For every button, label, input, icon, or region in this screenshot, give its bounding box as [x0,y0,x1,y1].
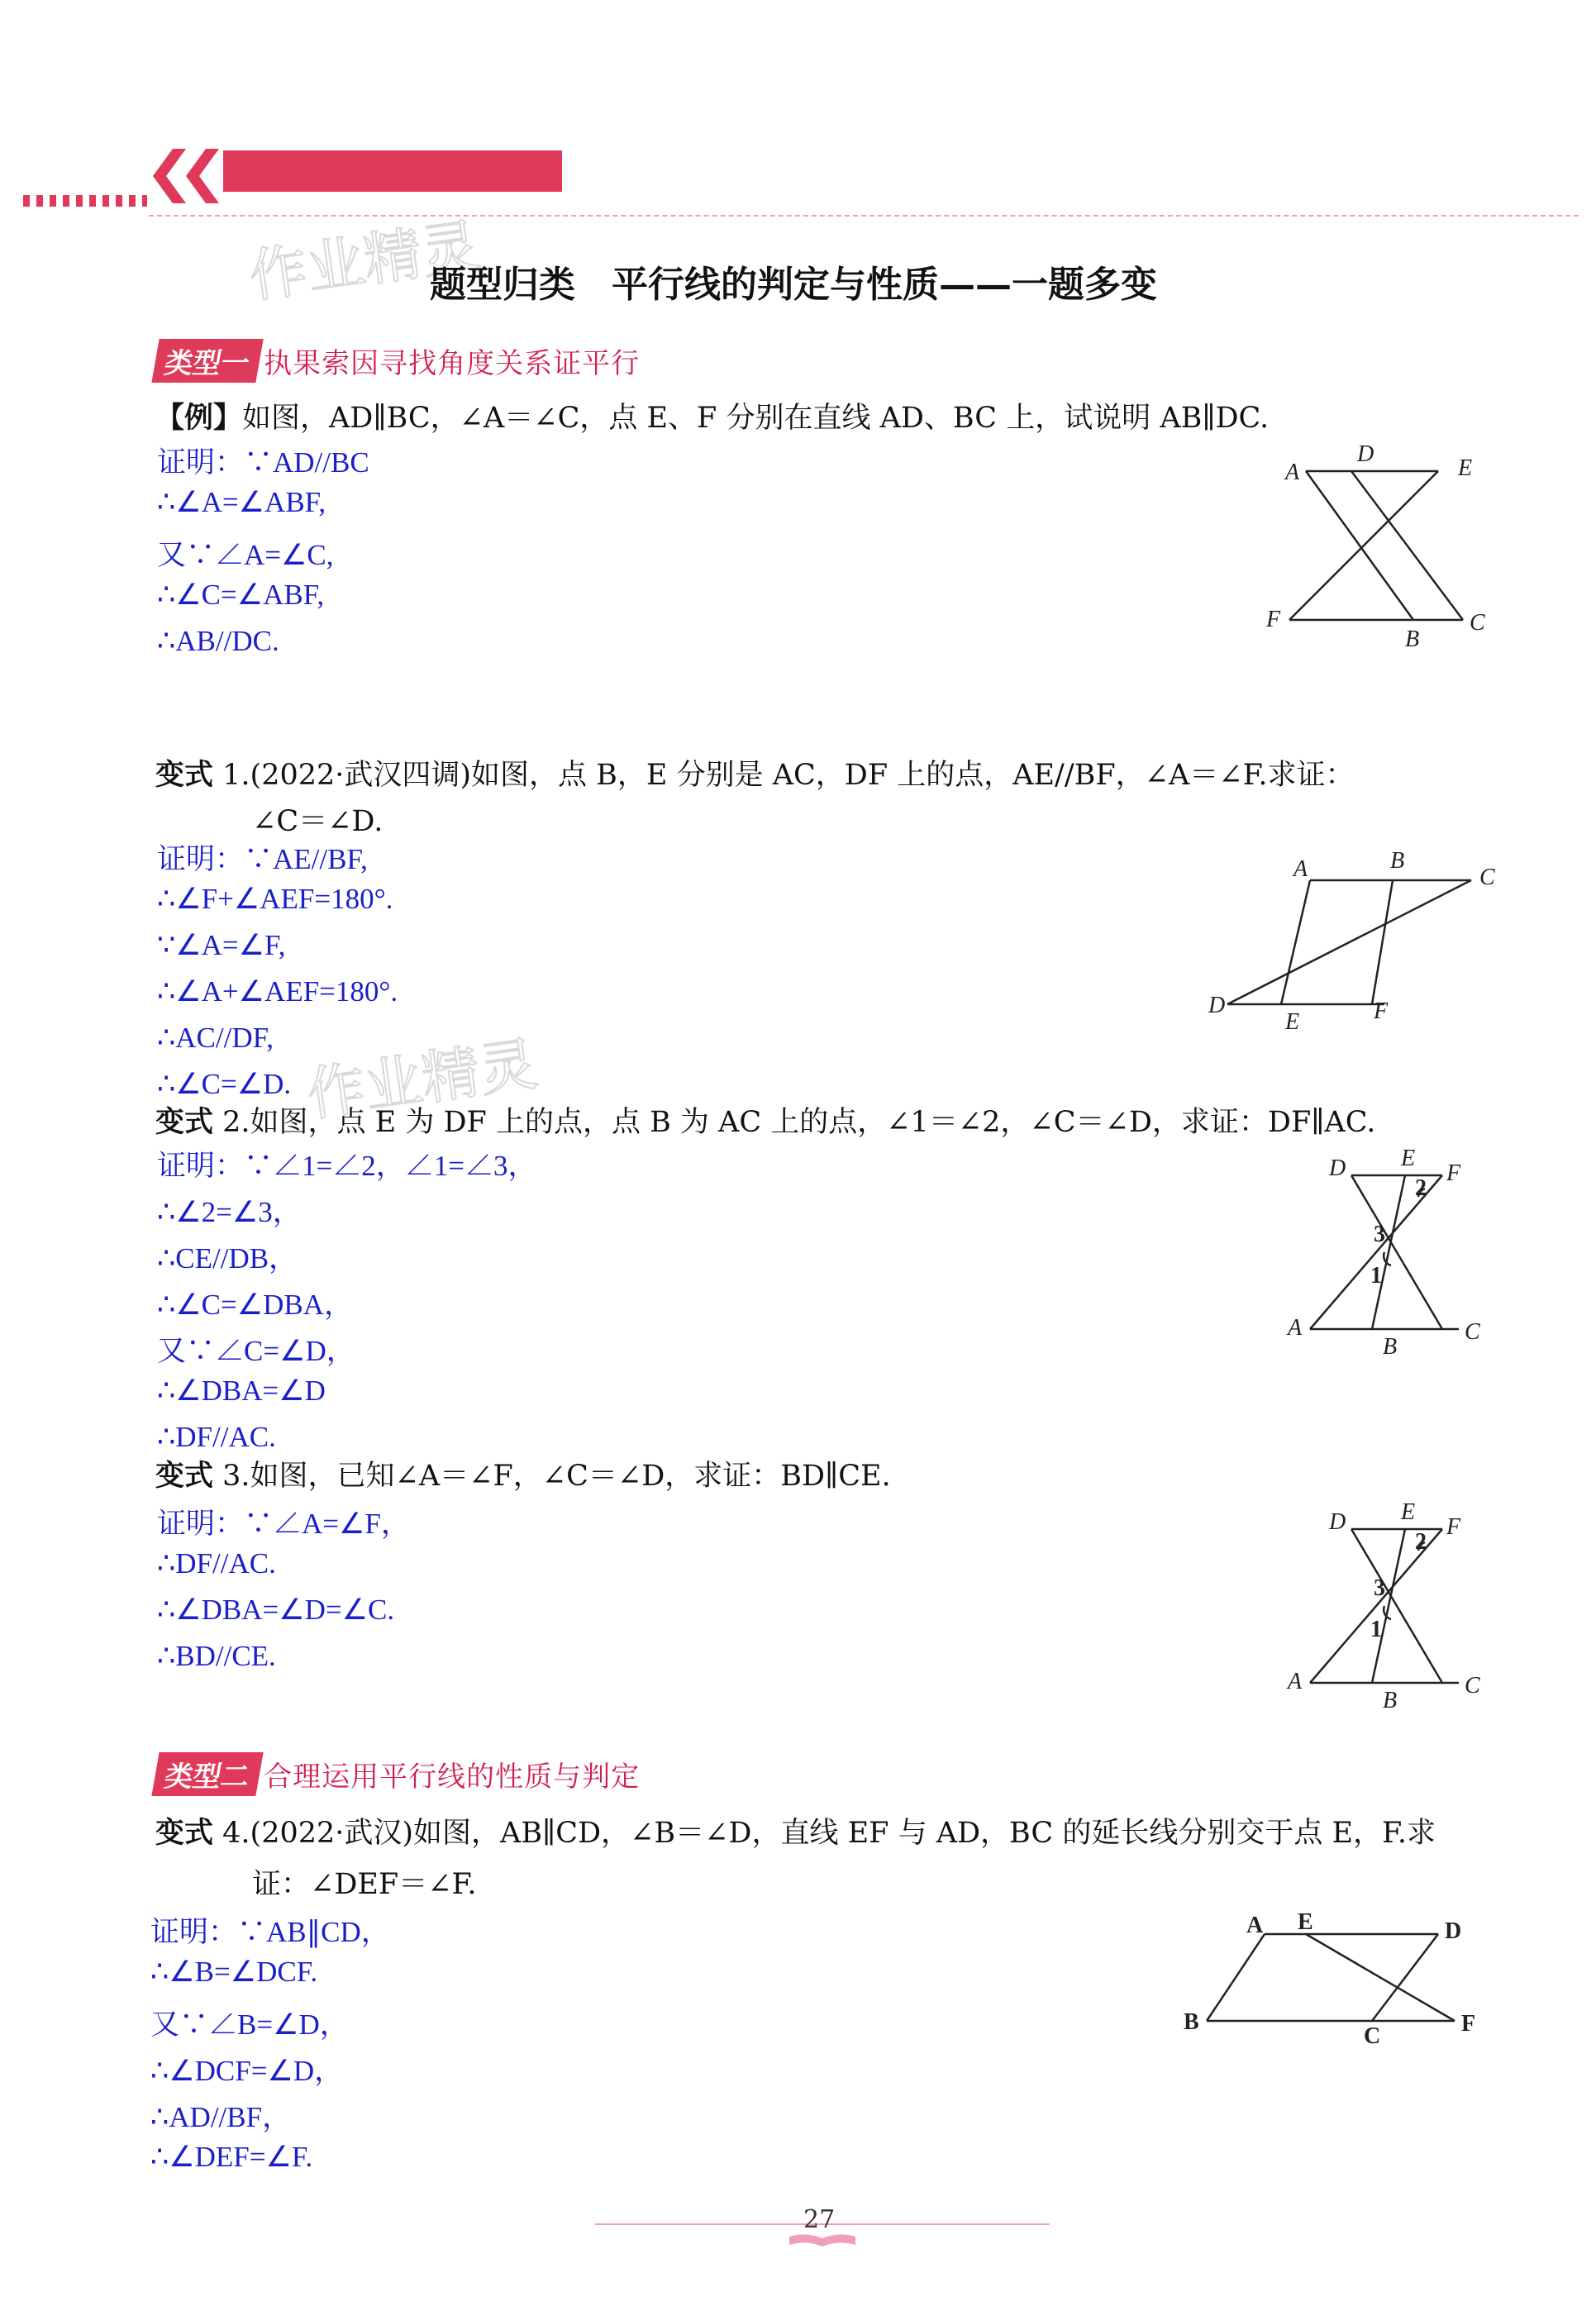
v1-fig-C: C [1479,865,1495,890]
example-fig-D: D [1357,441,1374,467]
v4-question-line1: 4.(2022·武汉)如图，AB∥CD，∠B＝∠D，直线 EF 与 AD，BC 的延长线分别交于点 E，F.求 [222,1817,1436,1850]
v4-answer-6: ∴∠DEF=∠F. [150,2141,313,2173]
v3-fig-B: B [1383,1688,1398,1713]
type2-tag: 类型二 [151,1752,263,1796]
v2-answer-3: ∴CE//DB， [157,1242,298,1275]
example-fig-A: A [1285,460,1300,485]
v2-fig-A: A [1288,1315,1303,1341]
v4-answer-3: 又∵∠B=∠D， [150,2008,349,2041]
example-fig-B: B [1405,627,1420,652]
v1-figure [1198,843,1504,1041]
page-number: 27 [803,2205,836,2234]
v2-figure [1273,1149,1488,1364]
v1-answer-1: 证明：∵AE//BF, [157,843,368,875]
v4-answer-4: ∴∠DCF=∠D， [150,2055,344,2087]
v4-fig-B: B [1184,2009,1199,2035]
v1-fig-E: E [1285,1009,1300,1035]
v3-fig-1: 1 [1370,1617,1382,1642]
v2-answer-5: 又∵∠C=∠D， [157,1335,355,1367]
header-chevron-1 [153,149,186,203]
example-answer-1: 证明：∵AD//BC [157,446,369,479]
v1-fig-A: A [1293,856,1308,882]
v1-answer-4: ∴∠A+∠AEF=180°. [157,975,398,1008]
header-stripes [23,195,147,207]
v1-answer-6: ∴∠C=∠D. [157,1068,292,1100]
example-answer-2: ∴∠A=∠ABF, [157,486,326,518]
v1-question-line1: 1.(2022·武汉四调)如图，点 B，E 分别是 AC，DF 上的点，AE//BF，∠A＝∠F.求证： [222,759,1355,792]
type2-text: 合理运用平行线的性质与判定 [264,1761,641,1794]
v3-question [155,1453,891,1494]
v3-answer-1: 证明：∵∠A=∠F， [157,1508,410,1540]
v1-fig-F: F [1374,998,1389,1024]
v4-fig-D: D [1445,1918,1462,1944]
example-question [155,395,1269,436]
header-band [223,150,562,192]
v1-answer-5: ∴AC//DF, [157,1022,274,1054]
type1-tag: 类型一 [151,339,263,383]
v4-fig-F: F [1461,2011,1476,2037]
v1-answer-3: ∵∠A=∠F, [157,929,286,961]
v4-figure [1174,1901,1504,2050]
v4-fig-E: E [1298,1909,1313,1935]
example-answer-4: ∴∠C=∠ABF, [157,579,325,611]
v3-fig-D: D [1329,1509,1346,1535]
v2-fig-D: D [1329,1156,1346,1181]
type1-heading [155,339,640,383]
v3-answer-4: ∴BD//CE. [157,1640,276,1672]
type2-heading [155,1752,640,1796]
v4-fig-A: A [1246,1913,1264,1938]
v3-answer-3: ∴∠DBA=∠D=∠C. [157,1594,395,1626]
header-chevron-2 [186,149,219,203]
example-fig-F: F [1266,607,1281,632]
watermark-top: 作业精灵 [245,211,484,312]
v4-question [155,1810,1436,1851]
v3-fig-F: F [1446,1514,1461,1540]
v2-fig-3: 3 [1374,1222,1385,1247]
v3-fig-C: C [1465,1673,1480,1699]
v4-answer-5: ∴AD//BF， [150,2101,292,2133]
page-title: 题型归类 平行线的判定与性质——一题多变 [430,264,1157,306]
example-question-text: 如图，AD∥BC，∠A＝∠C，点 E、F 分别在直线 AD、BC 上，试说明 AB∥DC. [242,402,1270,435]
example-answer-5: ∴AB//DC. [157,625,279,657]
v4-question-line2: 证：∠DEF＝∠F. [252,1868,477,1901]
v3-fig-E: E [1401,1503,1416,1525]
footer-book-icon [785,2232,860,2250]
v3-label: 变式 [155,1460,214,1493]
v4-fig-C: C [1364,2023,1381,2049]
v1-fig-D: D [1208,993,1226,1018]
v4-label: 变式 [155,1817,214,1850]
watermark-middle: 作业精灵 [303,1029,542,1130]
example-figure [1256,438,1504,653]
v2-fig-C: C [1465,1319,1480,1345]
type1-text: 执果索因寻找角度关系证平行 [264,347,641,380]
v3-figure [1273,1503,1488,1718]
v4-answer-2: ∴∠B=∠DCF. [150,1956,318,1988]
v1-answer-2: ∴∠F+∠AEF=180°. [157,883,393,915]
v2-fig-2: 2 [1415,1175,1427,1201]
v2-fig-1: 1 [1370,1263,1382,1289]
v2-label: 变式 [155,1106,214,1139]
v2-answer-6: ∴∠DBA=∠D [157,1375,326,1407]
v3-fig-2: 2 [1415,1529,1427,1555]
v2-fig-F: F [1446,1160,1461,1186]
example-answer-3: 又∵∠A=∠C, [157,539,334,571]
v4-answer-1: 证明：∵AB∥CD， [150,1916,390,1948]
v2-answer-4: ∴∠C=∠DBA， [157,1289,354,1321]
v2-answer-1: 证明：∵∠1=∠2，∠1=∠3， [157,1150,537,1182]
v3-fig-A: A [1288,1669,1303,1694]
v2-answer-2: ∴∠2=∠3， [157,1196,302,1228]
example-fig-E: E [1458,455,1473,481]
v3-question-text: 3.如图，已知∠A＝∠F，∠C＝∠D，求证：BD∥CE. [222,1460,891,1493]
v2-fig-E: E [1401,1149,1416,1171]
v1-question [155,752,1355,793]
v2-question [155,1099,1375,1141]
v3-fig-3: 3 [1374,1575,1385,1601]
v1-label: 变式 [155,759,214,792]
v3-answer-2: ∴DF//AC. [157,1547,276,1580]
v2-question-text: 2.如图，点 E 为 DF 上的点，点 B 为 AC 上的点，∠1＝∠2，∠C＝∠D，求证：DF∥AC. [222,1106,1376,1139]
example-label: 【例】 [155,402,243,435]
v1-fig-B: B [1390,848,1405,874]
v2-fig-B: B [1383,1334,1398,1360]
v1-question-line2: ∠C＝∠D. [252,805,384,838]
v2-answer-7: ∴DF//AC. [157,1421,276,1453]
example-fig-C: C [1470,610,1485,636]
